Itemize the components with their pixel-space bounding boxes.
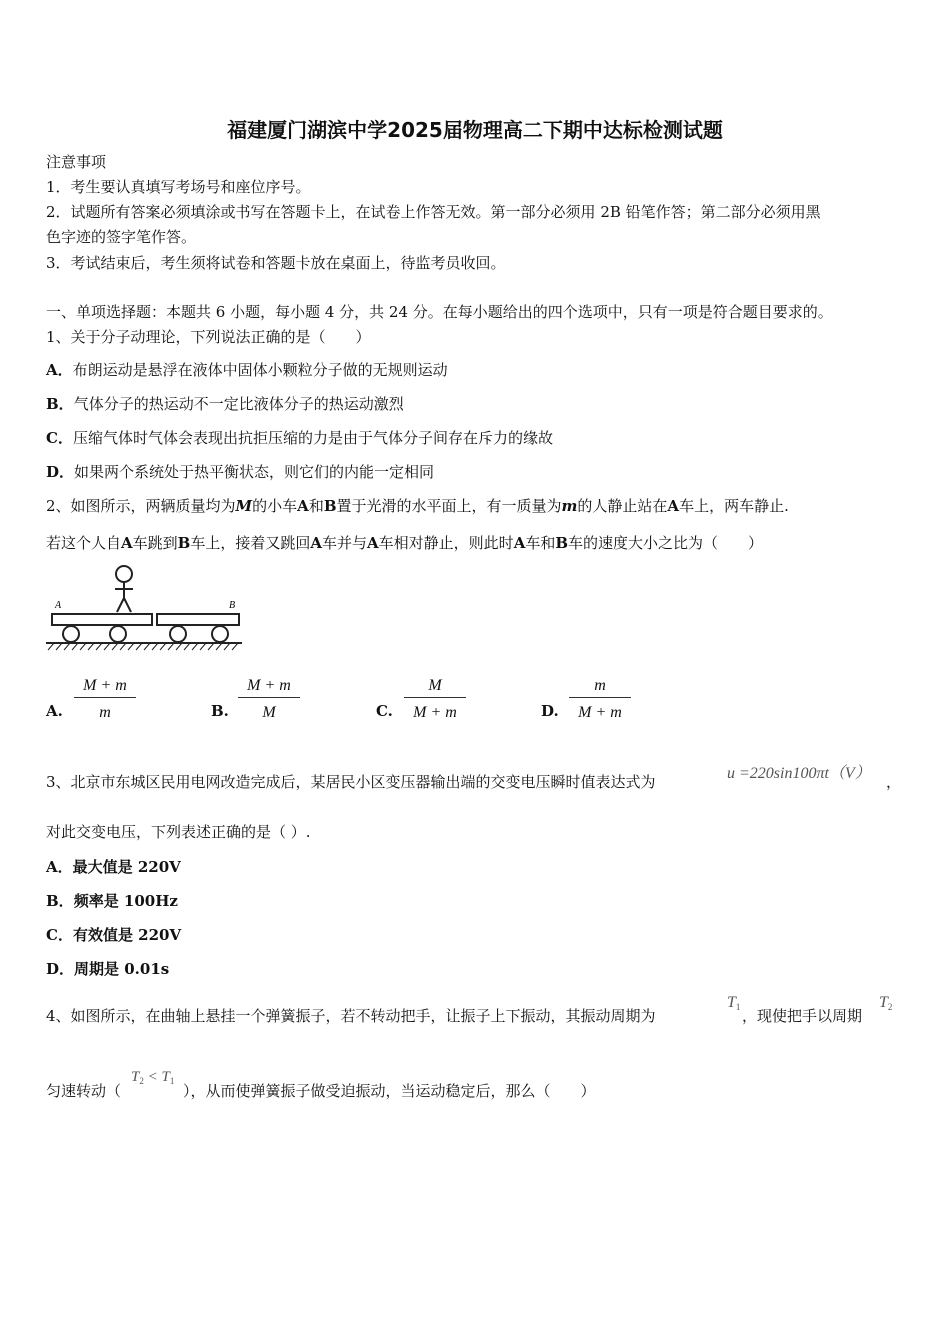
cart-a-wheel [63, 626, 79, 642]
q3-stem-line1: 3、北京市东城区民用电网改造完成后，某居民小区变压器输出端的交变电压瞬时值表达式为 [46, 773, 656, 791]
q2-option-b-fraction: $\frac{M + m}{M}$ [238, 677, 300, 722]
cart-b-wheel [212, 626, 228, 642]
q1-option-a: A．布朗运动是悬浮在液体中固体小颗粒分子做的无规则运动 [46, 361, 448, 379]
q3-option-c: C．有效值是 220V [46, 926, 182, 944]
q3-comma: ， [886, 773, 902, 791]
q3-stem-line2: 对此交变电压，下列表述正确的是（ ）. [46, 823, 311, 841]
notice-item-2: 2．试题所有答案必须填涂或书写在答题卡上，在试卷上作答无效。第一部分必须用 2B 铅笔作答；第二部分必须用黑 [46, 203, 821, 221]
q2-option-c-label: C. [376, 702, 393, 720]
q2-option-b-label: B. [211, 702, 229, 720]
page-title: 福建厦门湖滨中学2025届物理高二下期中达标检测试题 [227, 118, 723, 142]
q1-option-d: D．如果两个系统处于热平衡状态，则它们的内能一定相同 [46, 463, 435, 481]
notice-item-3: 3．考试结束后，考生须将试卷和答题卡放在桌面上，待监考员收回。 [46, 254, 506, 272]
q4-period-t1: $T_1$ [727, 994, 741, 1012]
q3-option-d: D．周期是 0.01s [46, 960, 170, 978]
q1-option-b: B．气体分子的热运动不一定比液体分子的热运动激烈 [46, 395, 404, 413]
q2-stem-line1: 2、如图所示，两辆质量均为M的小车A和B置于光滑的水平面上，有一质量为m的人静止站在A车上，两车静止. [46, 497, 789, 515]
cart-a [52, 614, 152, 625]
q3-option-a: A．最大值是 220V [46, 858, 181, 876]
section-heading: 一、单项选择题：本题共 6 小题，每小题 4 分，共 24 分。在每小题给出的四个选项中，只有一项是符合题目要求的。 [46, 303, 833, 321]
q2-option-a-label: A. [46, 702, 63, 720]
label-cart-a: A [55, 600, 62, 611]
cart-b [157, 614, 239, 625]
ground-hatching [48, 643, 238, 650]
q4-stem-line1-cont: ，现使把手以周期 [742, 1007, 863, 1025]
cart-a-wheel [110, 626, 126, 642]
notice-heading: 注意事项 [46, 153, 107, 171]
person-figure [115, 566, 133, 612]
q4-stem-line2-b: ），从而使弹簧振子做受迫振动，当运动稳定后，那么（ ） [183, 1082, 596, 1100]
carts-figure [44, 562, 244, 658]
q1-option-c: C．压缩气体时气体会表现出抗拒压缩的力是由于气体分子间存在斥力的缘故 [46, 429, 553, 447]
notice-item-2-cont: 色字迹的签字笔作答。 [46, 228, 197, 246]
cart-b-wheel [170, 626, 186, 642]
q2-option-d-fraction: $\frac{m}{M + m}$ [569, 677, 631, 722]
q4-stem-line1: 4、如图所示，在曲轴上悬挂一个弹簧振子，若不转动把手，让振子上下振动，其振动周期为 [46, 1007, 656, 1025]
q4-condition: $T_2 < T_1$ [131, 1069, 175, 1086]
notice-item-1: 1．考生要认真填写考场号和座位序号。 [46, 178, 311, 196]
q4-stem-line2-a: 匀速转动（ [46, 1082, 122, 1100]
q2-option-a-fraction: $\frac{M + m}{m}$ [74, 677, 136, 722]
q2-option-d-label: D. [541, 702, 559, 720]
label-cart-b: B [229, 600, 236, 611]
q3-formula: u =220sin100πt（V） [727, 765, 871, 782]
q3-option-b: B．频率是 100Hz [46, 892, 178, 910]
q2-option-c-fraction: $\frac{M}{M + m}$ [404, 677, 466, 722]
q2-stem-line2: 若这个人自A车跳到B车上，接着又跳回A车并与A车相对静止，则此时A车和B车的速度大小之比为（ ） [46, 534, 764, 552]
q4-period-t2: $T_2$ [879, 994, 893, 1012]
q1-stem: 1、关于分子动理论，下列说法正确的是（ ） [46, 328, 371, 346]
